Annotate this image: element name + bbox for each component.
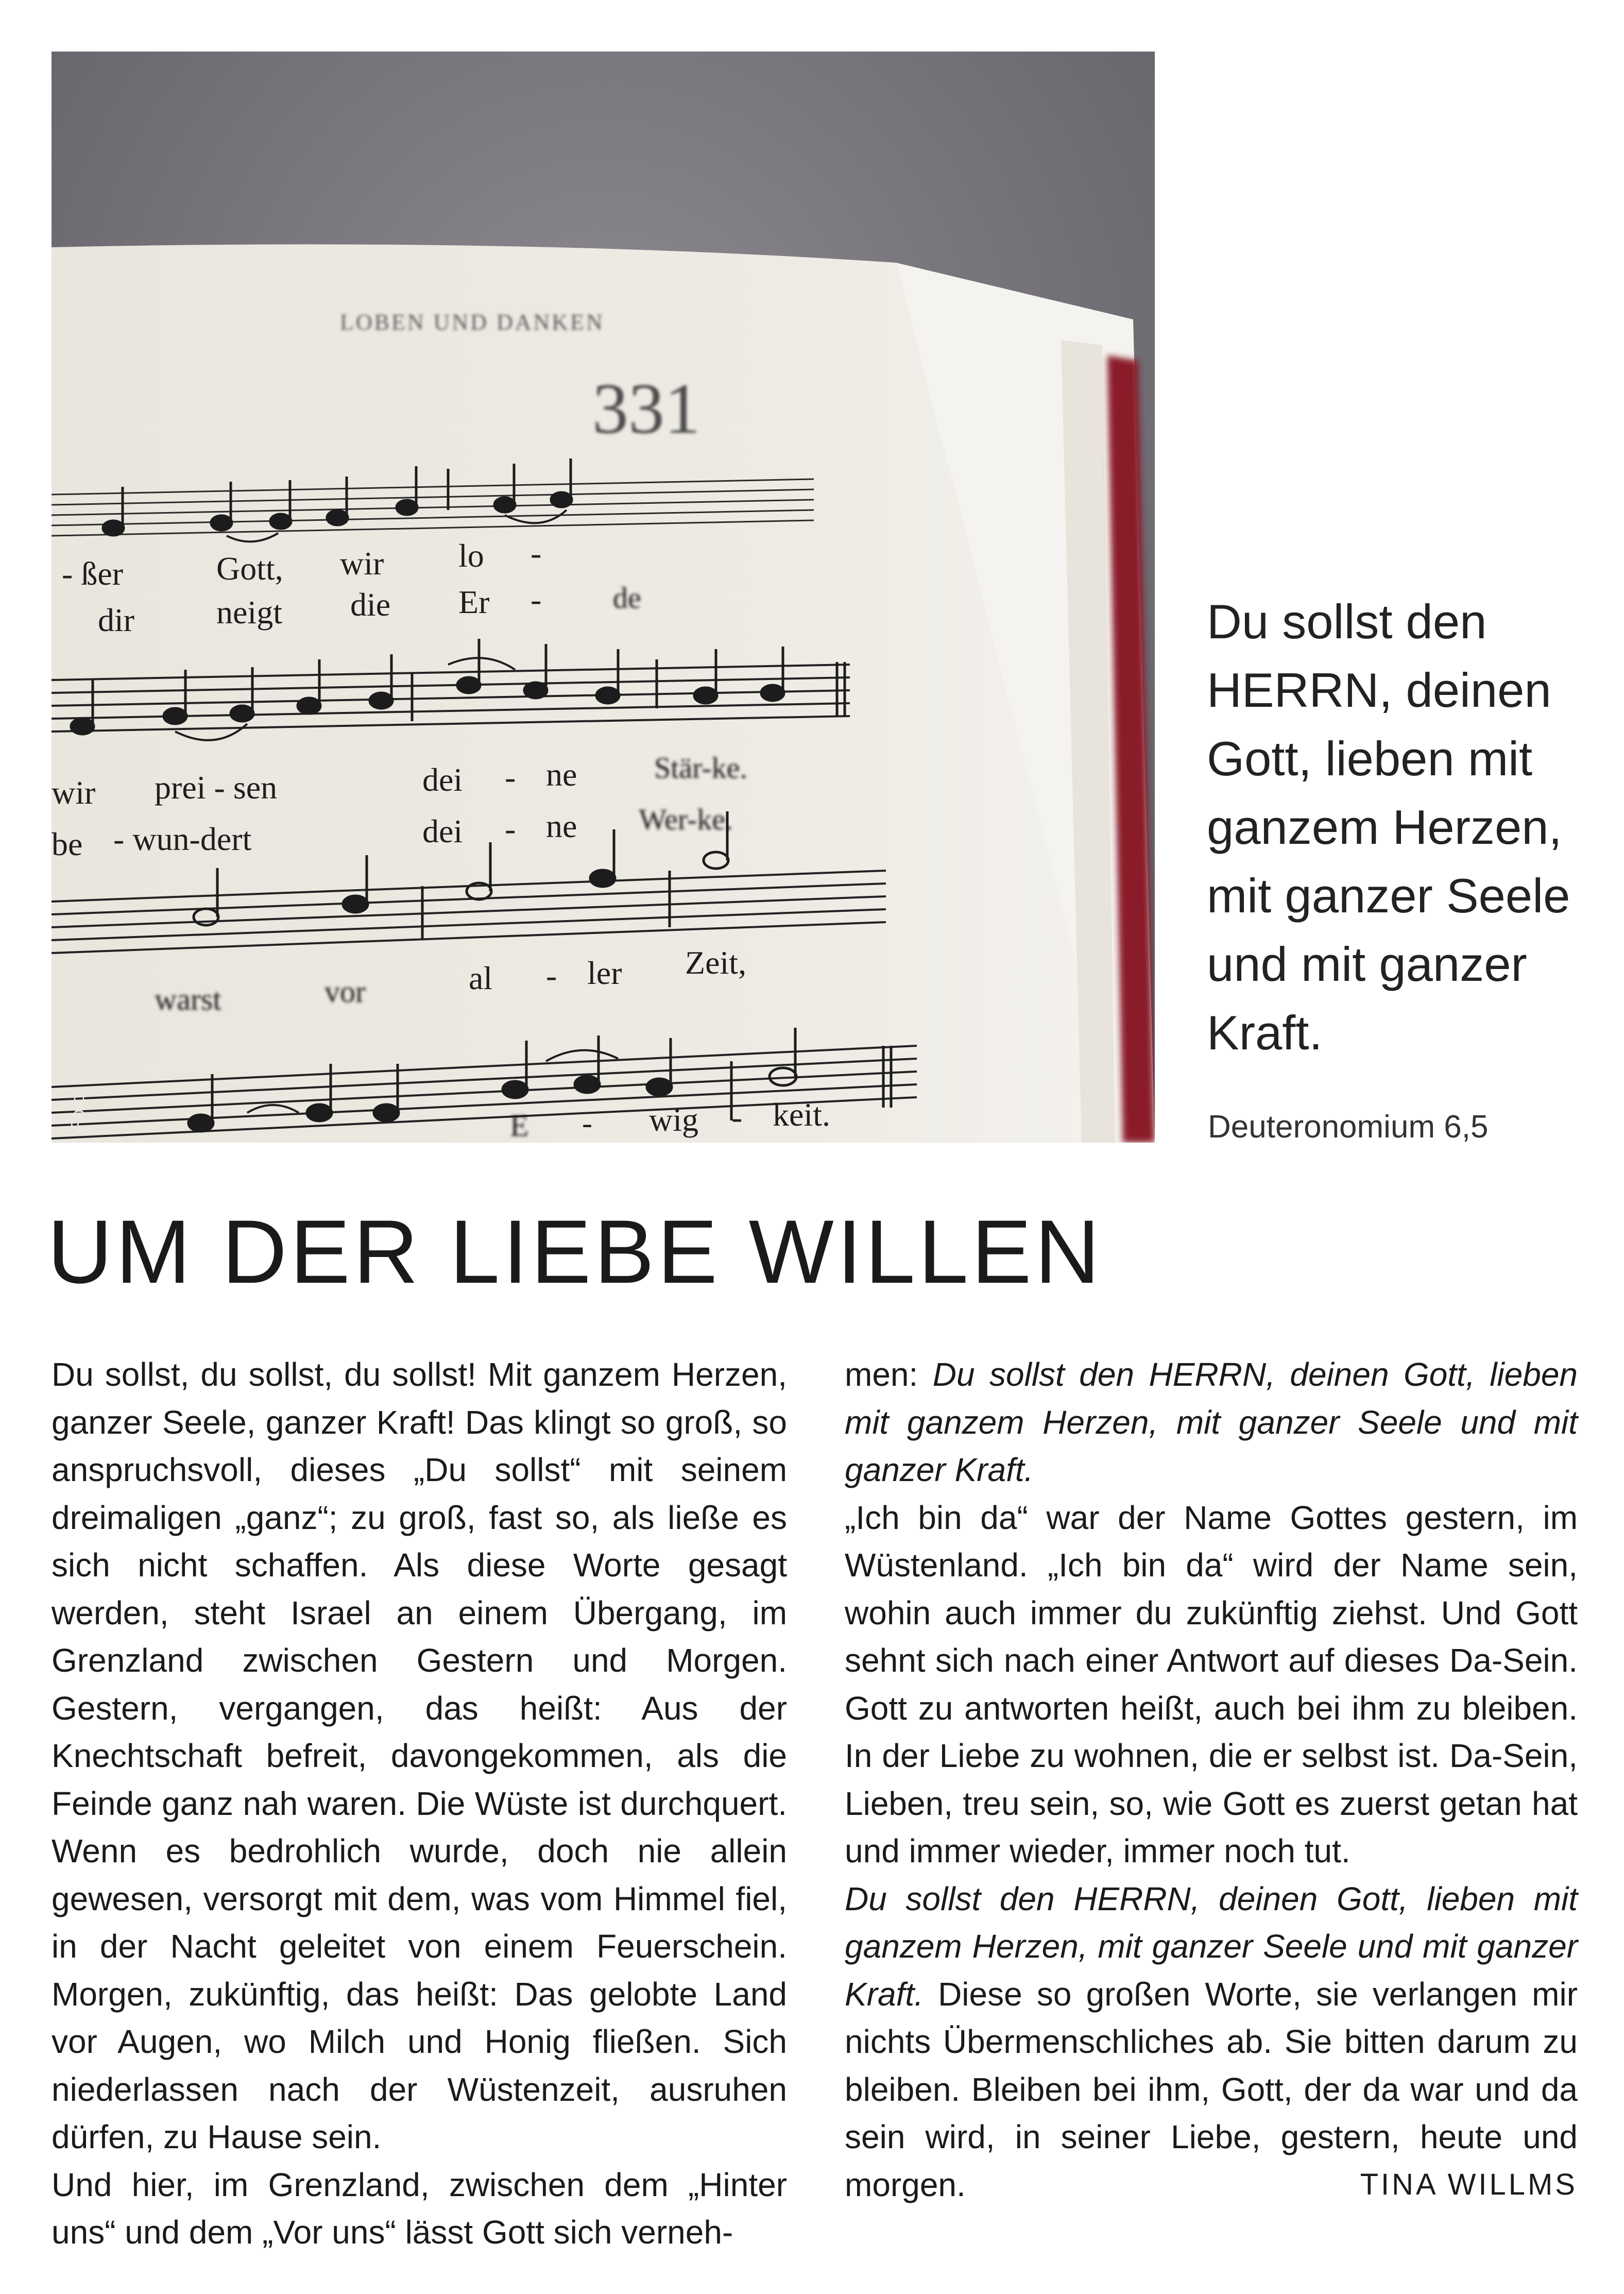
lyric-4f: Wer-ke. — [639, 803, 733, 836]
photo-credit: Foto: Hillbricht — [67, 1012, 88, 1131]
lyric-5f: Zeit, — [685, 944, 747, 981]
quote-line: mit ganzer Seele — [1207, 869, 1570, 923]
paragraph: Du sollst, du sollst, du sollst! Mit ganzem Herzen, ganzer Seele, ganzer Kraft! Das klingt so groß, so anspruchsvoll, dieses „Du sollst“ mit seinem dreimaligen „ganz“; zu groß, fast so, als ließe es sich nicht schaffen. Als diese Worte gesagt werden, steht Israel an einem Übergang, im Grenzland zwischen Gestern und Morgen. Gestern, vergangen, das heißt: Aus der Knechtschaft befreit, davongekommen, als die Feinde ganz nah waren. Die Wüste ist durchquert. Wenn es bedrohlich wurde, doch nie allein gewesen, versorgt mit dem, was vom Himmel fiel, in der Nacht geleitet von einem Feuerschein. Morgen, zukünftig, das heißt: Das gelobte Land vor Augen, wo Milch und Honig fließen. Sich niederlassen nach der Wüstenzeit, ausruhen dürfen, zu Hause sein. — [52, 1356, 787, 2155]
bible-quote — [1207, 587, 1578, 1067]
lyric-2a: dir — [98, 602, 135, 638]
lyric-2f: de — [613, 581, 641, 615]
scripture-italic: Du sollst den HERRN, deinen Gott, lieben mit ganzem Herzen, mit ganzer Seele und mit ganzer Kraft. — [845, 1880, 1578, 2013]
lyric-6c: wig — [649, 1101, 698, 1138]
quote-line: und mit ganzer — [1207, 937, 1527, 991]
lyric-4a: be — [52, 826, 83, 862]
hymn-header: LOBEN UND DANKEN — [340, 310, 605, 335]
lyric-3f: Stär-ke. — [654, 751, 747, 785]
hymnal-photo — [52, 52, 1155, 1143]
lyric-6b: - — [582, 1106, 592, 1140]
lyric-6a: E — [510, 1109, 529, 1143]
lyric-5a: warst — [155, 982, 221, 1016]
lyric-1d: lo — [458, 537, 484, 574]
lyric-3c: dei — [422, 761, 463, 798]
article-column-left — [52, 1351, 787, 2256]
scripture-italic: Du sollst den HERRN, deinen Gott, lieben mit ganzem Herzen, mit ganzer Seele und mit ganzer Kraft. — [845, 1356, 1578, 1488]
paragraph-lead: men: — [845, 1356, 933, 1393]
lyric-3b: prei - sen — [155, 769, 278, 806]
lyric-5d: - — [546, 957, 557, 994]
lyric-1a: - ßer — [62, 555, 124, 592]
quote-line: Kraft. — [1207, 1006, 1323, 1060]
quote-line: Gott, lieben mit — [1207, 732, 1533, 786]
lyric-2c: die — [350, 586, 391, 623]
quote-line: Du sollst den — [1207, 594, 1487, 649]
lyric-3e: ne — [546, 756, 577, 793]
paragraph: Und hier, im Grenzland, zwischen dem „Hinter uns“ und dem „Vor uns“ lässt Gott sich verneh- — [52, 2166, 787, 2251]
hymn-number: 331 — [592, 369, 700, 449]
article-column-right — [845, 1351, 1578, 2208]
lyric-1b: Gott, — [216, 550, 283, 587]
author-name: TINA WILLMS — [1360, 2167, 1578, 2201]
quote-line: ganzem Herzen, — [1207, 800, 1562, 854]
article-title: UM DER LIEBE WILLEN — [47, 1202, 1103, 1302]
lyric-1c: wir — [340, 545, 384, 582]
lyric-3d: - — [505, 759, 516, 795]
lyric-2e: - — [531, 581, 542, 618]
lyric-4b: - wun-dert — [113, 821, 252, 857]
lyric-2b: neigt — [216, 594, 282, 631]
paragraph: „Ich bin da“ war der Name Gottes gestern, im Wüstenland. „Ich bin da“ wird der Name sein, wohin auch immer du zukünftig ziehst. Und Gott sehnt sich nach einer Antwort auf dieses Da-Sein. Gott zu antworten heißt, auch bei ihm zu bleiben. In der Liebe zu wohnen, die er selbst ist. Da-Sein, Lieben, treu sein, so, wie Gott es zuerst getan hat und immer wieder, immer noch tut. — [845, 1499, 1578, 1870]
lyric-3a: wir — [52, 774, 96, 811]
paragraph-rest: Diese so großen Worte, sie verlangen mir nichts Übermenschliches ab. Sie bitten darum zu bleiben. Bleiben bei ihm, Gott, der da war und da sein wird, in seiner Liebe, gestern, heute und morgen. — [845, 1975, 1578, 2203]
quote-line: HERRN, deinen — [1207, 663, 1551, 717]
hymnal-illustration — [52, 52, 1155, 1143]
lyric-5b: vor — [324, 975, 366, 1009]
lyric-5c: al — [469, 960, 493, 996]
lyric-4c: dei — [422, 813, 463, 849]
lyric-6e: keit. — [773, 1096, 830, 1133]
paragraph — [845, 1875, 1578, 2209]
lyric-2d: Er — [458, 584, 490, 620]
paragraph — [845, 1351, 1578, 1494]
lyric-1e: - — [531, 535, 542, 571]
lyric-4e: ne — [546, 808, 577, 844]
lyric-5e: ler — [587, 955, 622, 991]
quote-reference: Deuteronomium 6,5 — [1208, 1109, 1489, 1145]
lyric-6d: - — [731, 1099, 743, 1135]
lyric-4d: - — [505, 810, 516, 847]
